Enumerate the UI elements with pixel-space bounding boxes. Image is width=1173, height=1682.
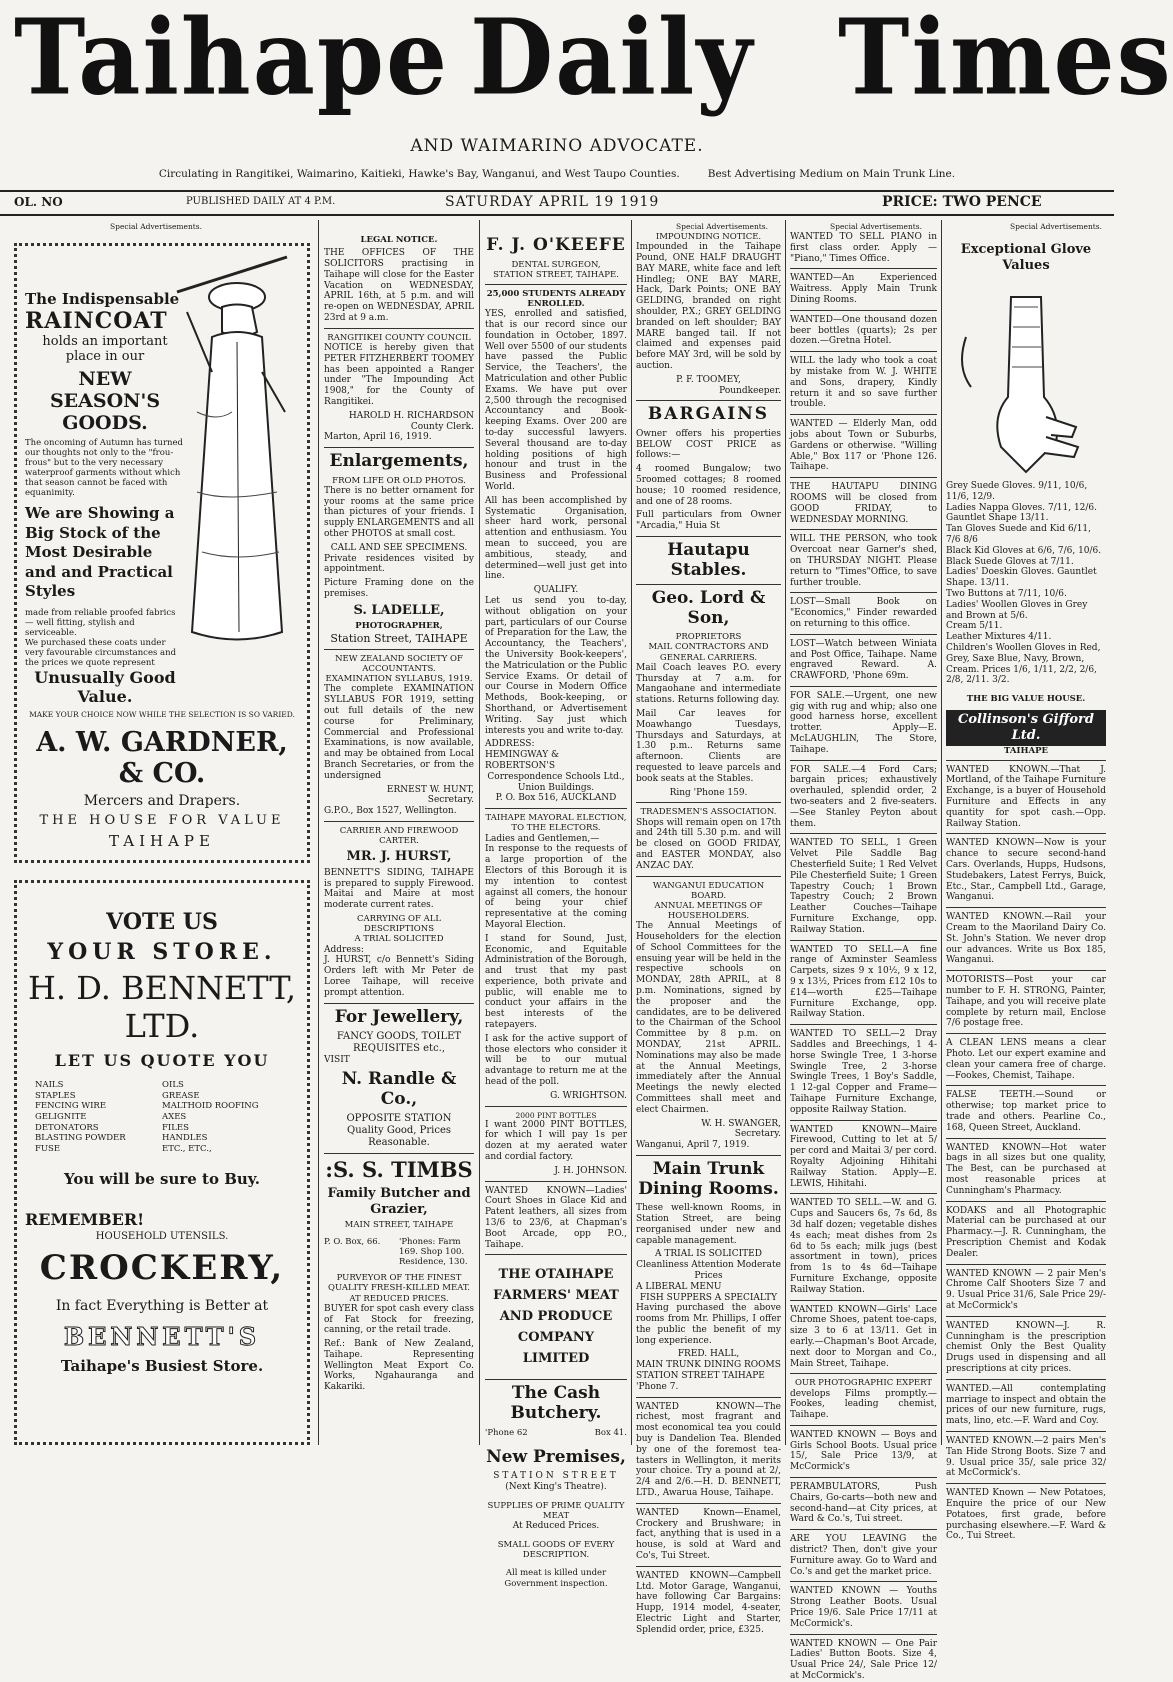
bennett-line: REMEMBER! — [25, 1210, 145, 1230]
column-heading: Special Advertisements. — [676, 222, 769, 231]
bennett-good: FILES — [162, 1122, 189, 1133]
bennett-good: BLASTING POWDER — [35, 1133, 126, 1144]
wanted-ad: WANTED KNOWN—Now is your chance to secure second-hand Cars. Overlands, Hupps, Hudsons, Studebakers, Latest Ferrys, Buick, Etc., Star., Campbell Ltd., Garage, Wanganui. — [946, 838, 1106, 903]
ad-heading: For Jewellery, — [334, 1006, 464, 1027]
ad-body: QUALIFY. — [533, 585, 579, 596]
notice-date: Marton, April 16, 1919. — [324, 432, 432, 443]
bennett-heading: LET US QUOTE YOU — [54, 1051, 270, 1070]
wanted-ad: WANTED TO SELL PIANO in first class order. Apply — "Piano," Times Office. — [790, 232, 937, 264]
column-divider — [631, 220, 632, 1445]
notice-address: G.P.O., Box 1527, Wellington. — [324, 806, 457, 817]
wanted-ad: WANTED KNOWN—J. R. Cunningham is the prescription chemist Only the Best Quality Drugs used in dispensing and all prescriptions at city prices. — [946, 1320, 1106, 1374]
ad-heading: THE OTAIHAPE FARMERS' MEAT AND PRODUCE COMPANY LIMITED — [493, 1267, 619, 1366]
ad-heading: Hautapu Stables. — [667, 540, 750, 580]
notice-body: I ask for the active support of those electors who consider it will be to our mutual advantage to return me at the head of the poll. — [485, 1033, 627, 1088]
ad-heading: :S. S. TIMBS — [325, 1157, 473, 1183]
wanted-ad: WANTED KNOWN — Boys and Girls School Boots. Usual price 15/, Sale Price 13/9, at McCormick's — [790, 1429, 937, 1473]
notice-signature-title: Poundkeeper. — [719, 385, 781, 396]
wanted-ad: WANTED KNOWN — Youths Strong Leather Boots. Usual Price 19/6. Sale Price 17/11 at McCormick's. — [790, 1586, 937, 1629]
bennett-good: DETONATORS — [35, 1122, 99, 1133]
wanted-ad: MOTORISTS—Post your car number to F. H. STRONG, Painter, Taihape, and you will receive plate complete by return mail, Enclose 7/6 postage free. — [946, 975, 1106, 1029]
wanted-ad: WANTED KNOWN.—That J. Mortland, of the Taihape Furniture Exchange, is a buyer of Household Furniture and Effects in any quantity for spot cash.—Opp. Railway Station. — [946, 764, 1107, 829]
issue-price: PRICE: TWO PENCE — [882, 194, 1042, 210]
ad-body: ADDRESS: — [485, 739, 535, 750]
ad-heading: F. J. O'KEEFE — [486, 235, 626, 255]
wanted-ad: WANTED KNOWN—Ladies' Court Shoes in Glace Kid and Patent leathers, all sizes from 13/6 to 23/6, at Chapman's Boot Arcade, opp P.O., Taihape. — [485, 1185, 627, 1250]
ad-body: STATION STREET TAIHAPE — [636, 1371, 765, 1382]
ad-body: J. HURST, c/o Bennett's Siding Orders left with Mr Peter de Loree Taihape, will receive prompt attention. — [324, 955, 474, 998]
notice-signature: HAROLD H. RICHARDSON — [348, 410, 474, 421]
dateline — [0, 194, 1114, 212]
ad-body: HEMINGWAY & ROBERTSON'S — [485, 750, 560, 771]
ad-body: Let us send you to-day, without obligation on your part, particulars of our Course of Preparation for the Law, the Accountancy, the Teachers', the University Book-keepers', the Matriculation or the Public Service Exams. Or detail of our Course in Modern Office Methods, Book-keeping, or Shorthand, or Advertisement Writing. Say just which interests you and write to-day. — [485, 596, 627, 736]
wanted-ad: WANTED TO SELL—A fine range of Axminster Seamless Carpets, sizes 9 x 10½, 9 x 12, 9 x 13½, Prices from £12 10s to £14—worth £25—Taihape Furniture Exchange, opp. Railway Station. — [790, 944, 937, 1020]
notice-body: NOTICE is hereby given that PETER FITZHERBERT TOOMEY has been appointed a Ranger under "The Impounding Act 1908," for the County of Rangitikei. — [324, 342, 474, 407]
ad-body: SUPPLIES OF PRIME QUALITY MEAT — [487, 1500, 625, 1522]
ad-body: PURVEYOR OF THE FINEST QUALITY FRESH-KILLED MEAT. — [327, 1273, 471, 1294]
bennett-heading: VOTE US — [106, 909, 218, 935]
ad-contact: 'Phones: Farm 169. Shop 100. Residence, 130. — [399, 1236, 468, 1267]
notice-body: Shops will remain open on 17th and 24th till 5.30 p.m. and will be closed on GOOD FRIDAY, and EASTER MONDAY, also ANZAC DAY. — [636, 817, 781, 871]
ad-address: STATION STREET, TAIHAPE. — [493, 269, 619, 280]
ad-body: Private residences visited by appointment. — [324, 553, 474, 575]
ad-body: BUYER for spot cash every class of Fat Stock for freezing, canning, or the retail trade. — [324, 1303, 474, 1336]
gardner-company-name: A. W. GARDNER, & CO. — [36, 726, 288, 789]
ad-heading: Main Trunk Dining Rooms. — [638, 1159, 779, 1199]
glove-price: Leather Mixtures 4/11. — [946, 632, 1052, 643]
bennett-good: AXES — [162, 1111, 187, 1122]
bennett-good: FUSE — [35, 1143, 61, 1154]
column-5 — [790, 232, 937, 1682]
ad-body: Mail Car leaves for Moawhango Tuesdays, Thursdays and Saturdays, at 1.30 p.m.. Returns same afternoon. Clients are requested to leave parcels and book seats at the Stables. — [636, 709, 781, 784]
wanted-ad: WANTED KNOWN — 2 pair Men's Chrome Calf Shooters Size 7 and 9. Usual Price 31/6, Sale Price 29/- at McCormick's — [946, 1268, 1106, 1311]
issue-date: SATURDAY APRIL 19 1919 — [445, 194, 660, 210]
column-heading: Special Advertisements. — [830, 222, 923, 231]
ad-signature: FRED. HALL, — [677, 1349, 740, 1360]
glove-price: Ladies Nappa Gloves. 7/11, 12/6. — [946, 502, 1098, 513]
ad-body: SMALL GOODS OF EVERY DESCRIPTION. — [497, 1540, 615, 1561]
ad-body: Quality Good, Prices Reasonable. — [347, 1125, 451, 1149]
notice-subheading: ANNUAL MEETINGS OF HOUSEHOLDERS. — [654, 900, 763, 922]
notice-body: I stand for Sound, Just, Economic, and Equitable Administration of the Borough, and trust that my past experience, both private and public, will enable me to conduct your affairs in the best interests of the ratepayers. — [485, 933, 628, 1031]
gardner-slogan: THE HOUSE FOR VALUE — [39, 812, 285, 828]
wanted-ad: WANTED — Elderly Man, odd jobs about Town or Suburbs, Gardens or otherwise. "Willing Able," Box 117 or 'Phone 126. Taihape. — [790, 419, 937, 473]
column-divider — [785, 220, 786, 1445]
wanted-ad: THE HAUTAPU DINING ROOMS will be closed from GOOD FRIDAY, to WEDNESDAY MORNING. — [790, 482, 937, 525]
ad-body: A TRIAL IS SOLICITED — [655, 1249, 762, 1260]
ad-subheading: MAIL CONTRACTORS AND GENERAL CARRIERS. — [648, 642, 769, 663]
notice-heading: TRADESMEN'S ASSOCIATION. — [640, 807, 777, 818]
wanted-ad: WANTED KNOWN—Maire Firewood, Cutting to let at 5/ per cord and Maitai 3/ per cord. Royalty Adjoining Hihitahi Railway Station. Apply—E. LEWIS, Hihitahi. — [790, 1124, 937, 1189]
masthead-rule-top — [0, 190, 1114, 192]
bennett-heading: YOUR STORE. — [47, 939, 277, 965]
notice-body: Ladies and Gentlemen,— — [485, 833, 600, 844]
notice-signature: P. F. TOOMEY, — [676, 374, 741, 385]
circulation-text: Circulating in Rangitikei, Waimarino, Kaitieki, Hawke's Bay, Wanganui, and West Taupo Counties. — [158, 168, 680, 180]
raincoat-body: made from reliable proofed fabrics — well fitting, stylish and serviceable. — [25, 607, 176, 638]
notice-heading: WANGANUI EDUCATION BOARD. — [652, 880, 765, 901]
ad-body: P. O. Box 516, AUCKLAND — [495, 793, 617, 804]
ad-body: Address: — [324, 944, 364, 955]
notice-heading: TAIHAPE MAYORAL ELECTION, TO THE ELECTORS. — [485, 813, 627, 834]
raincoat-heading: We are Showing a Big Stock of the Most Desirable and and Practical Styles — [25, 504, 175, 600]
bennett-good: FENCING WIRE — [35, 1101, 107, 1112]
notice-signature: ERNEST W. HUNT, — [386, 784, 474, 795]
ad-subheading: PROPRIETORS — [675, 632, 742, 643]
bennett-crockery: CROCKERY, — [39, 1248, 285, 1289]
column-6 — [946, 232, 1107, 1542]
wanted-ad: LOST—Watch between Winiata and Post Office, Taihape. Name engraved Reward. A. CRAWFORD, 'Phone 69m. — [790, 638, 937, 682]
ad-body: OPPOSITE STATION — [346, 1113, 452, 1125]
ad-body: CALL AND SEE SPECIMENS. — [330, 542, 468, 553]
ad-body: All meat is killed under Government inspection. — [504, 1568, 608, 1589]
glove-price: Black Kid Gloves at 6/6, 7/6, 10/6. — [946, 545, 1102, 556]
ad-address: MAIN STREET, TAIHAPE — [344, 1220, 454, 1231]
ad-body: A LIBERAL MENU — [636, 1281, 722, 1292]
wanted-ad: WANTED.—All contemplating marriage to inspect and obtain the prices of our new furniture, rugs, mats, lino, etc.—F. Ward and Coy. — [946, 1383, 1106, 1427]
ad-body: I want 2000 PINT BOTTLES, for which I will pay 1s per dozen at my aerated water and cordial factory. — [485, 1119, 627, 1163]
notice-body: Impounded in the Taihape Pound, ONE HALF DRAUGHT BAY MARE, white face and left Hindleg; ONE BAY MARE, Hack, Dark Points; ONE BAY GELDING, branded on right shoulder, P.X.; GREY GELDING branded on left shoulder; BAY MARE banged tail. If not claimed and expenses paid before MAY 3rd, will be sold by auction. — [636, 242, 781, 371]
ad-body: 4 roomed Bungalow; two 5roomed cottages; 8 roomed house; 10 roomed residence, and one of 28 rooms. — [636, 464, 781, 507]
column-divider — [941, 220, 942, 1445]
ad-name: S. LADELLE, — [353, 602, 445, 618]
wanted-ad: LOST—Small Book on "Economics," Finder rewarded on returning to this office. — [790, 597, 937, 629]
notice-signature: W. H. SWANGER, — [701, 1118, 781, 1129]
masthead-word-daily: Daily — [470, 0, 755, 119]
published-text: PUBLISHED DAILY AT 4 P.M. — [186, 196, 336, 207]
notice-subheading: EXAMINATION SYLLABUS, 1919. — [325, 674, 473, 685]
column-heading: Special Advertisements. — [1010, 222, 1103, 231]
masthead-word-times: Times — [838, 0, 1173, 119]
ad-body: YES, enrolled and satisfied, that is our record since our foundation in October, 1897. Well over 5500 of our students have passed the Public Service, the Teachers', the Matriculation and other Public Exams. We have put over 2,500 through the recognised Accountancy and Book-keeping Exams. Over 200 are to-day successful lawyers. Several thousand are to-day holding positions of high honour and trust in the Business and Professional World. — [485, 309, 627, 493]
volume-number: OL. NO — [14, 195, 63, 209]
wanted-ad: WANTED—One thousand dozen beer bottles (quarts); 2s per dozen.—Gretna Hotel. — [790, 314, 937, 347]
ad-body: STATION STREET — [493, 1471, 619, 1482]
ad-contact: Box 41. — [594, 1427, 627, 1438]
glove-price: Cream 5/11. — [946, 621, 1003, 632]
wanted-ad: develops Films promptly.—Fookes, leading chemist, Taihape. — [790, 1388, 937, 1421]
column-divider — [318, 220, 319, 1445]
ad-name: MR. J. HURST, — [346, 849, 452, 865]
ad-body: A TRIAL SOLICITED — [354, 934, 444, 945]
ad-heading: BARGAINS — [647, 404, 770, 425]
ad-body: FANCY GOODS, TOILET REQUISITES etc., — [336, 1031, 462, 1055]
column-divider — [479, 220, 480, 1445]
column-4 — [636, 232, 781, 1635]
wanted-ad: WANTED KNOWN—Girls' Lace Chrome Shoes, patent toe-caps, size 3 to 6 at 13/11. Get in early.—Chapman's Boot Arcade, next door to Morgan and Co., Main Street, Taihape. — [790, 1304, 937, 1369]
notice-signature-title: Secretary. — [734, 1129, 781, 1140]
wanted-ad-heading: OUR PHOTOGRAPHIC EXPERT — [794, 1378, 933, 1389]
ad-heading: 25,000 STUDENTS ALREADY ENROLLED. — [486, 288, 626, 310]
ad-heading: The Cash Butchery. — [510, 1383, 602, 1423]
ad-body: CARRYING OF ALL DESCRIPTIONS — [356, 914, 442, 935]
wanted-ad: WANTED KNOWN.—2 pairs Men's Tan Hide Strong Boots. Size 7 and 9. Usual price 35/, sale price 32/ at McCormick's. — [946, 1435, 1106, 1479]
ad-body: All has been accomplished by Systematic Organisation, sheer hard work, personal attention and enthusiasm. You mean to succeed, you are ambitious, steady, and determined—well just get into line. — [485, 495, 627, 582]
ad-body: Picture Framing done on the premises. — [324, 578, 474, 600]
wanted-ad: WANTED—An Experienced Waitress. Apply Main Trunk Dining Rooms. — [790, 273, 937, 305]
bennett-good: ETC., ETC., — [162, 1143, 212, 1154]
masthead-circulation — [0, 168, 1114, 180]
raincoat-heading: Unusually Good Value. — [34, 667, 176, 706]
ad-signature: J. H. JOHNSON. — [554, 1165, 627, 1176]
glove-price: Ladies' Woollen Gloves in Grey and Brown at 5/6. — [946, 599, 1088, 621]
glove-store-logo: Collinson's Gifford Ltd. — [946, 710, 1106, 745]
ad-body: BENNETT'S SIDING, TAIHAPE is prepared to supply Firewood. Maitai and Maire at most moderate current rates. — [324, 867, 474, 911]
raincoat-heading: RAINCOAT — [25, 308, 168, 334]
ad-body: MAIN TRUNK DINING ROOMS — [636, 1360, 781, 1371]
ad-address: Station Street, TAIHAPE — [330, 631, 468, 645]
ad-subheading: Family Butcher and Grazier, — [327, 1186, 471, 1217]
ad-heading: New Premises, — [486, 1446, 626, 1467]
glove-price: Gauntlet Shape 13/11. — [946, 513, 1049, 524]
wanted-ad: FOR SALE.—4 Ford Cars; bargain prices; exhaustively overhauled, splendid order, 2 two-seaters and 2 five-seaters.—See Stanley Peyton about them. — [790, 764, 937, 829]
bennett-good: GREASE — [162, 1090, 200, 1101]
ad-body: Having purchased the above rooms from Mr. Phillips, I offer the public the benefit of my long experience. — [636, 1303, 781, 1346]
raincoat-footer: MAKE YOUR CHOICE NOW WHILE THE SELECTION IS SO VARIED. — [29, 709, 295, 719]
notice-heading: NEW ZEALAND SOCIETY OF ACCOUNTANTS. — [335, 653, 463, 674]
ad-subheading: PHOTOGRAPHER, — [355, 621, 443, 632]
column-heading: Special Advertisements. — [110, 222, 203, 231]
wanted-ad: FALSE TEETH.—Sound or otherwise; top market price to trade and others. Pearline Co., 168, Queen Street, Auckland. — [946, 1090, 1106, 1133]
bennett-good: MALTHOID ROOFING — [162, 1101, 259, 1112]
glove-price: Two Buttons at 7/11, 10/6. — [946, 588, 1067, 599]
bennett-goods-right — [162, 1080, 299, 1154]
ad-body: (Next King's Theatre). — [505, 1482, 607, 1493]
glove-price: Tan Gloves Suede and Kid 6/11, 7/6 8/6 — [946, 524, 1092, 545]
bennett-good: STAPLES — [35, 1090, 76, 1101]
ad-body: Ring 'Phone 159. — [669, 787, 748, 798]
wanted-ad: WANTED KNOWN.—Rail your Cream to the Maoriland Dairy Co. St. John's Station. We never drop our advances. Write us Box 185, Wanganui. — [946, 912, 1106, 966]
glove-illustration — [946, 277, 1106, 477]
wanted-ad: WANTED KNOWN—The richest, most fragrant and most economical tea you could buy is Dandelion Tea. Blended by one of the foremost tea-tasters in Wellington, it merits your choice. Try a pound at 2/, 2/4 and 2/6.—H. D. BENNETT, LTD., Awarua House, Taihape. — [636, 1401, 781, 1499]
raincoat-advertisement — [14, 243, 310, 863]
wanted-ad: WANTED Known — New Potatoes, Enquire the price of our New Potatoes, first grade, before purchasing elsewhere.—F. Ward & Co., Tui Street. — [946, 1488, 1106, 1542]
ad-body: Correspondence Schools Ltd., Union Buildings. — [487, 771, 625, 793]
notice-body: The complete EXAMINATION SYLLABUS FOR 1919, setting out full details of the new course for Preliminary, Commercial and Professional Examinations, is now available, and may be obtained from Local Branch Secretaries, or from the undersigned — [324, 684, 474, 781]
masthead-subtitle: AND WAIMARINO ADVOCATE. — [410, 136, 704, 156]
ad-body: Ref.: Bank of New Zealand, Taihape. Representing Wellington Meat Export Co. Works, Ngahauranga and Kakariki. — [324, 1339, 474, 1393]
bennett-goods-left — [25, 1080, 162, 1154]
ad-body: Full particulars from Owner "Arcadia," Huia St — [636, 510, 781, 532]
wanted-ad: WANTED TO SELL.—W. and G. Cups and Saucers 6s, 7s 6d, 8s 3d half dozen; vegetable dishes 4s each; meat dishes from 2s 6d to 5s each; milk jugs (best assortment in town), prices from 1s to 4s 6d—Taihape Furniture Exchange, opposite Railway Station. — [790, 1198, 937, 1295]
bennett-logo-text: BENNETT'S — [63, 1322, 261, 1352]
wanted-ad: WILL the lady who took a coat by mistake from W. J. WHITE and Sons, drapery, Kindly return it and so save further trouble. — [790, 356, 937, 410]
glove-price-list — [946, 481, 1106, 686]
notice-heading: LEGAL NOTICE. — [360, 235, 438, 245]
notice-signature: G. WRIGHTSON. — [550, 1090, 627, 1101]
notice-signature-title: County Clerk. — [410, 421, 474, 432]
medium-text: Best Advertising Medium on Main Trunk Line. — [707, 168, 956, 180]
wanted-ad: WANTED KNOWN—Hot water bags in all sizes but one quality, The Best, can be purchased at most reasonable prices at Cunningham's Pharmacy. — [946, 1142, 1106, 1196]
wanted-ad: WANTED KNOWN — One Pair Ladies' Button Boots. Size 4, Usual Price 24/, Sale Price 12/ at McCormick's. — [790, 1638, 937, 1682]
glove-price: Grey Suede Gloves. 9/11, 10/6, 11/6, 12/9. — [946, 480, 1088, 502]
dateline-rule-bottom — [0, 214, 1114, 216]
notice-heading: RANGITIKEI COUNTY COUNCIL — [327, 332, 471, 343]
glove-price: Ladies' Doeskin Gloves. Gauntlet Shape. 13/11. — [946, 567, 1097, 589]
masthead — [0, 0, 1173, 200]
bennett-line: In fact Everything is Better at — [55, 1298, 269, 1315]
ad-body: These well-known Rooms, in Station Street, are being reorganised under new and capable management. — [636, 1203, 781, 1246]
ad-body: FISH SUPPERS A SPECIALTY — [639, 1292, 778, 1303]
bennett-line: You will be sure to Buy. — [64, 1170, 260, 1189]
wanted-ad: WANTED TO SELL—2 Dray Saddles and Breechings, 1 4-horse Swingle Tree, 1 3-horse Swingle Tree, 2 3-horse Swingle Trees, 1 Boy's Saddle, 1 12-gal Copper and Frame—Taihape Furniture Exchange, opposite Railway Station. — [790, 1029, 937, 1115]
column-3 — [485, 232, 628, 1589]
ad-body: Mail Coach leaves P.O. every Thursday at 7 a.m. for Mangaohane and intermediate stations. Returns following day. — [636, 662, 781, 706]
wanted-ad: WANTED KNOWN—Campbell Ltd. Motor Garage, Wanganui, have following Car Bargains: Hupp, 1914 model, 4-seater, Electric Light and Starter, Splendid order, price, £325. — [636, 1570, 781, 1635]
raincoat-heading: NEW SEASON'S GOODS. — [49, 368, 161, 434]
raincoat-line: holds an important place in our — [42, 334, 168, 364]
ad-body: VISIT — [324, 1055, 350, 1066]
notice-body: In response to the requests of a large proportion of the Electors of this Borough it is my intention to contest against all comers, the honour of being your chief representative at the coming Mayoral Election. — [485, 844, 627, 930]
ad-contact: 'Phone 62 — [485, 1427, 528, 1438]
woman-in-raincoat-illustration — [167, 252, 307, 652]
ad-contact: P. O. Box, 66. — [324, 1236, 381, 1247]
ad-body: At Reduced Prices. — [512, 1521, 600, 1532]
glove-price: Black Suede Gloves at 7/11. — [946, 556, 1074, 567]
wanted-ad: A CLEAN LENS means a clear Photo. Let our expert examine and clean your camera free of charge.—Fookes, Chemist, Taihape. — [946, 1038, 1106, 1081]
gardner-town: TAIHAPE — [109, 831, 215, 850]
ad-subheading: DENTAL SURGEON, — [511, 259, 601, 270]
notice-body: The Annual Meetings of Householders for the election of School Committees for the ensuing year will be held in the respective schools on MONDAY, 28th APRIL, at 8 p.m. Nominations, signed by the proposer and the candidates, are to be delivered to the Chairman of the School Committee by 8 p.m. on MONDAY, 21st APRIL. Nominations may also be made at the Annual Meetings, immediately after the Annual Meetings the newly elected Committees shall meet and elect Chairmen. — [636, 921, 781, 1115]
bennett-line: HOUSEHOLD UTENSILS. — [95, 1231, 229, 1243]
raincoat-body: The oncoming of Autumn has turned our thoughts not only to the "frou-frous" but to the very necessary waterproof garments without which that season cannot be faced with equanimity. — [25, 438, 183, 498]
raincoat-body: We purchased these coats under very favourable circumstances and the prices we quote represent — [25, 637, 177, 668]
bennett-good: HANDLES — [162, 1133, 208, 1144]
bennett-good: NAILS — [35, 1080, 64, 1090]
wanted-ad: KODAKS and all Photographic Material can be purchased at our Pharmacy.—J. R. Cunningham, the Prescription Chemist and Kodak Dealer. — [946, 1205, 1106, 1259]
ad-body: There is no better ornament for your rooms at the same price than pictures of your friends. I supply ENLARGEMENTS and all other PHOTOS at small cost. — [324, 485, 474, 540]
gardner-trade: Mercers and Drapers. — [83, 792, 241, 809]
ad-subheading: CARRIER AND FIREWOOD CARTER. — [339, 825, 459, 847]
raincoat-line: The Indispensable — [25, 290, 180, 308]
ad-heading: Geo. Lord & Son, — [651, 588, 766, 628]
glove-price: Children's Woollen Gloves in Red, Grey, Saxe Blue, Navy, Brown, Cream. Prices 1/6, 1/11, 2/2, 2/6, 2/8, 2/11. 3/2. — [946, 642, 1101, 686]
notice-signature-title: Secretary. — [427, 795, 474, 806]
ad-body: Cleanliness Attention Moderate Prices — [636, 1260, 781, 1281]
wanted-ad: PERAMBULATORS, Push Chairs, Go-carts—both new and second-hand—at City prices, at Ward & Co.'s, Tui street. — [790, 1482, 937, 1525]
bennett-line: Taihape's Busiest Store. — [60, 1357, 264, 1376]
wanted-ad: FOR SALE.—Urgent, one new gig with rug and whip; also one good harness horse, excellent trotter. Apply—E. McLAUGHLIN, The Store, Taihape. — [790, 690, 937, 755]
ad-body: Owner offers his properties BELOW COST PRICE as follows:— — [636, 428, 781, 461]
column-2 — [324, 232, 474, 1447]
wanted-ad: WANTED Known—Enamel, Crockery and Brushware; in fact, anything that is used in a house, is sold at Ward and Co's, Tui Street. — [636, 1507, 781, 1562]
bennett-good: OILS — [162, 1080, 184, 1090]
notice-body: THE OFFICES OF THE SOLICITORS practising in Taihape will close for the Easter Vacation on WEDNESDAY, APRIL 16th, at 5 p.m. and will re-open on WEDNESDAY, APRIL 23rd at 9 a.m. — [324, 248, 474, 323]
glove-heading: Exceptional Glove Values — [960, 242, 1092, 273]
wanted-ad: ARE YOU LEAVING the district? Then, don't give your Furniture away. Go to Ward and Co.'s and get the market price. — [790, 1534, 937, 1577]
ad-heading: Enlargements, — [329, 451, 469, 472]
masthead-word-taihape: Taihape — [14, 0, 450, 119]
glove-store-town: TAIHAPE — [1004, 745, 1048, 756]
ad-body: AT REDUCED PRICES. — [349, 1293, 449, 1304]
notice-date: Wanganui, April 7, 1919. — [636, 1140, 750, 1151]
bennett-company-name: H. D. BENNETT, LTD. — [27, 969, 297, 1045]
ad-subheading: FROM LIFE OR OLD PHOTOS. — [332, 475, 466, 486]
glove-store-slogan: THE BIG VALUE HOUSE. — [966, 694, 1086, 705]
bennett-advertisement — [14, 880, 310, 1445]
notice-heading: IMPOUNDING NOTICE. — [655, 232, 762, 242]
bennett-good: GELIGNITE — [35, 1111, 87, 1122]
ad-body: 'Phone 7. — [636, 1381, 679, 1392]
wanted-ad: WANTED TO SELL, 1 Green Velvet Pile Saddle Bag Chesterfield Suite; 1 Red Velvet Pile Chesterfield Suite; 1 Green Tapestry Couch; 1 Brown Tapestry Couch; 2 Brown Leather Couches—Taihape Furniture Exchange, opp. Railway Station. — [790, 838, 937, 935]
ad-heading: 2000 PINT BOTTLES — [515, 1110, 597, 1120]
wanted-ad: WILL THE PERSON, who took Overcoat near Garner's shed, on THURSDAY NIGHT. Please return to "Times"Office, to save further trouble. — [790, 534, 937, 588]
ad-name: N. Randle & Co., — [341, 1068, 457, 1109]
